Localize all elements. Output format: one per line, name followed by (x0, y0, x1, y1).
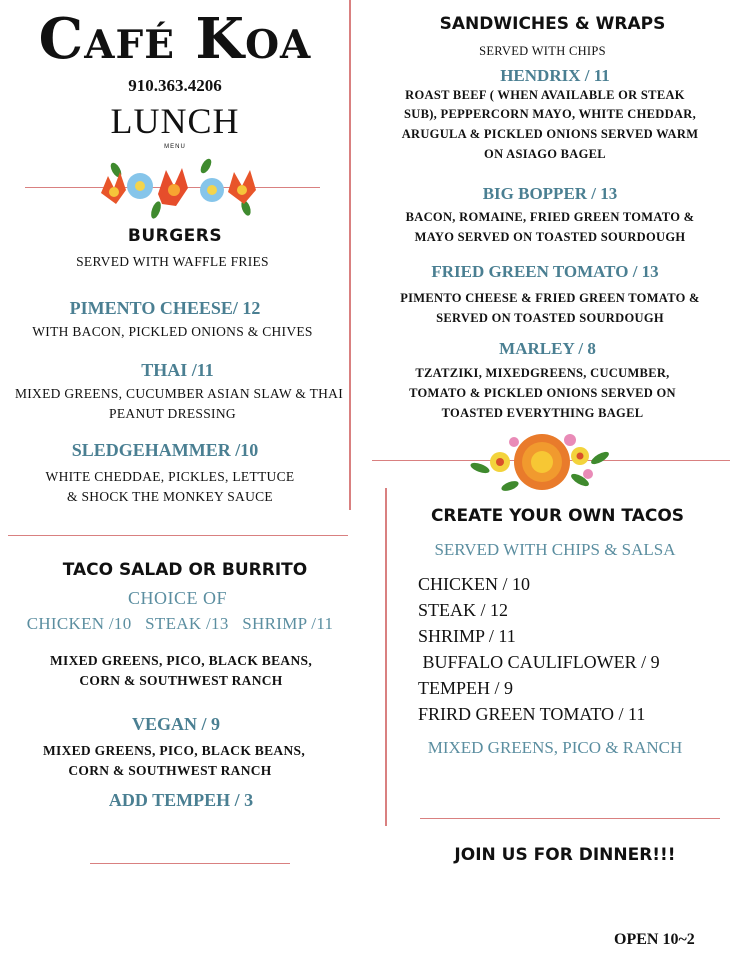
item-hendrix-desc-4: ON ASIAGO BAGEL (484, 147, 606, 161)
divider-left-mid (8, 535, 348, 536)
flower-garland-icon (96, 158, 261, 220)
tacos-heading: CREATE YOUR OWN TACOS (430, 506, 685, 526)
burgers-note: SERVED WITH WAFFLE FRIES (76, 254, 269, 269)
sandwiches-heading: SANDWICHES & WRAPS (439, 14, 666, 34)
taco-salad-desc-1: MIXED GREENS, PICO, BLACK BEANS, (49, 653, 312, 668)
item-big-bopper-desc-1: BACON, ROMAINE, FRIED GREEN TOMATO & (405, 210, 695, 224)
sunflower-shape (514, 434, 570, 490)
tacos-note: SERVED WITH CHIPS & SALSA (434, 540, 676, 559)
taco-salad-desc-2: CORN & SOUTHWEST RANCH (79, 673, 283, 688)
item-hendrix-desc-2: SUB), PEPPERCORN MAYO, WHITE CHEDDAR, (403, 107, 697, 121)
dinner-callout: JOIN US FOR DINNER!!! (454, 845, 676, 865)
item-sledgehammer: SLEDGEHAMMER /10 (71, 440, 259, 460)
item-hendrix-desc-3: ARUGULA & PICKLED ONIONS SERVED WARM (401, 127, 699, 141)
item-fried-green-tomato: FRIED GREEN TOMATO / 13 (431, 262, 659, 281)
vegan-desc-2: CORN & SOUTHWEST RANCH (68, 763, 272, 778)
item-fgt-desc-2: SERVED ON TOASTED SOURDOUGH (436, 311, 664, 325)
item-thai: THAI /11 (141, 360, 214, 380)
item-big-bopper-desc-2: MAYO SERVED ON TOASTED SOURDOUGH (414, 230, 686, 244)
taco-item-tempeh: TEMPEH / 9 (418, 678, 514, 698)
taco-salad-options: CHICKEN /10 STEAK /13 SHRIMP /11 (26, 614, 334, 633)
taco-salad-choice: CHOICE OF (127, 588, 227, 608)
vegan-desc-1: MIXED GREENS, PICO, BLACK BEANS, (42, 743, 305, 758)
hours: OPEN 10~2 (614, 931, 695, 948)
item-sledgehammer-desc-1: WHITE CHEDDAE, PICKLES, LETTUCE (45, 469, 295, 484)
flower-cluster-icon (470, 428, 615, 496)
item-vegan: VEGAN / 9 (131, 714, 220, 734)
phone-number: 910.363.4206 (128, 76, 222, 95)
item-marley-desc-2: TOMATO & PICKLED ONIONS SERVED ON (409, 386, 676, 400)
menu-label: MENU (164, 144, 186, 150)
cafe-title: Café Koa (38, 6, 312, 72)
divider-left-bottom (90, 863, 290, 864)
divider-right-bottom (420, 818, 720, 819)
taco-item-buffalo-cauliflower: BUFFALO CAULIFLOWER / 9 (418, 652, 660, 672)
item-thai-desc-2: PEANUT DRESSING (109, 406, 236, 421)
menu-subtitle: LUNCH (110, 101, 240, 141)
orange-flower-shapes (101, 168, 256, 206)
item-marley: MARLEY / 8 (499, 339, 596, 358)
item-marley-desc-3: TOASTED EVERYTHING BAGEL (441, 406, 644, 420)
item-pimento-cheese: PIMENTO CHEESE/ 12 (69, 298, 261, 318)
tacos-footer: MIXED GREENS, PICO & RANCH (427, 738, 683, 757)
item-hendrix-desc-1: ROAST BEEF ( WHEN AVAILABLE OR STEAK (405, 88, 685, 102)
item-sledgehammer-desc-2: & SHOCK THE MONKEY SAUCE (67, 489, 273, 504)
taco-item-fried-green-tomato: FRIRD GREEN TOMATO / 11 (418, 704, 646, 724)
divider-center-vertical-bottom (385, 488, 387, 826)
burgers-heading: BURGERS (127, 226, 223, 246)
item-big-bopper: BIG BOPPER / 13 (482, 184, 618, 203)
item-marley-desc-1: TZATZIKI, MIXEDGREENS, CUCUMBER, (415, 366, 670, 380)
item-pimento-cheese-desc: WITH BACON, PICKLED ONIONS & CHIVES (32, 324, 313, 339)
item-hendrix: HENDRIX / 11 (500, 66, 610, 85)
sandwiches-note: SERVED WITH CHIPS (479, 44, 606, 58)
add-tempeh: ADD TEMPEH / 3 (108, 790, 254, 810)
item-fgt-desc-1: PIMENTO CHEESE & FRIED GREEN TOMATO & (400, 291, 700, 305)
item-thai-desc-1: MIXED GREENS, CUCUMBER ASIAN SLAW & THAI (14, 386, 344, 401)
taco-item-steak: STEAK / 12 (418, 600, 508, 620)
taco-item-chicken: CHICKEN / 10 (418, 574, 530, 594)
taco-salad-heading: TACO SALAD OR BURRITO (62, 560, 308, 580)
taco-item-shrimp: SHRIMP / 11 (418, 626, 516, 646)
